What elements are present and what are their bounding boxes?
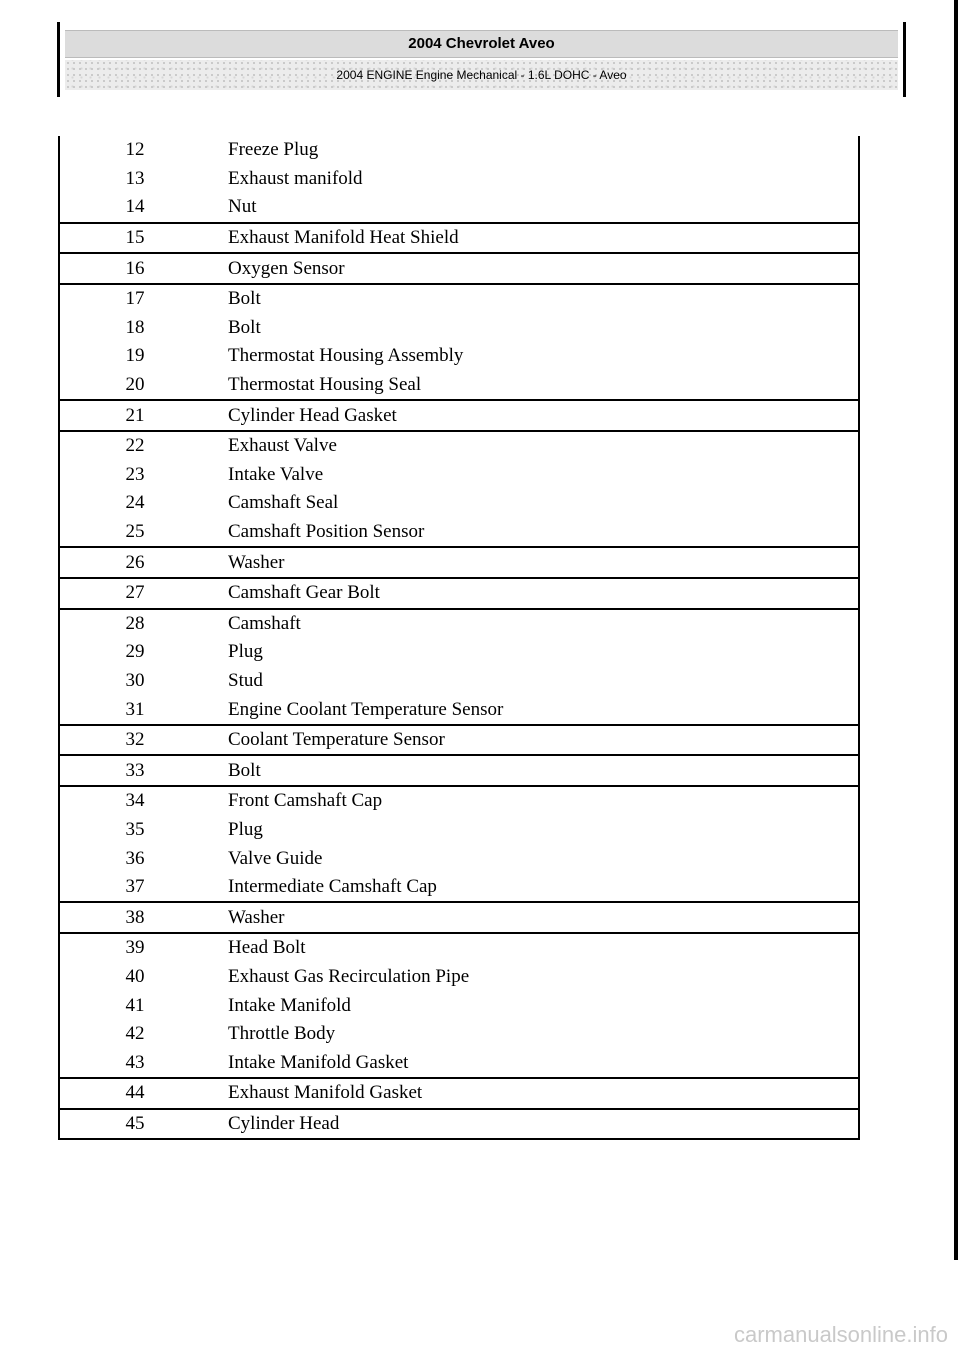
table-row xyxy=(60,844,858,873)
part-name: Washer xyxy=(228,906,285,928)
table-row-group xyxy=(60,399,858,430)
part-name: Exhaust Manifold Gasket xyxy=(228,1082,423,1104)
table-row xyxy=(60,667,858,696)
document-subtitle: 2004 ENGINE Engine Mechanical - 1.6L DOHC - Aveo xyxy=(65,60,898,90)
table-row-group xyxy=(60,724,858,755)
table-row xyxy=(60,518,858,547)
table-row xyxy=(60,342,858,371)
item-number: 20 xyxy=(125,374,145,396)
item-number: 17 xyxy=(125,288,145,310)
item-number: 26 xyxy=(125,551,145,573)
table-row xyxy=(60,963,858,992)
right-margin-rule xyxy=(954,0,958,1260)
table-row xyxy=(60,756,858,785)
item-number: 31 xyxy=(125,698,145,720)
part-name: Oxygen Sensor xyxy=(228,257,345,279)
item-number: 29 xyxy=(125,641,145,663)
table-row-group xyxy=(60,430,858,546)
table-row xyxy=(60,548,858,577)
item-number: 38 xyxy=(125,906,145,928)
item-number: 40 xyxy=(125,965,145,987)
item-number: 32 xyxy=(125,729,145,751)
table-row xyxy=(60,285,858,314)
item-number: 14 xyxy=(125,196,145,218)
item-number: 25 xyxy=(125,521,145,543)
part-name: Engine Coolant Temperature Sensor xyxy=(228,698,504,720)
part-name: Camshaft Seal xyxy=(228,492,339,514)
table-row xyxy=(60,787,858,816)
item-number: 23 xyxy=(125,463,145,485)
table-row xyxy=(60,638,858,667)
table-row xyxy=(60,1079,858,1108)
table-row xyxy=(60,934,858,963)
part-name: Camshaft xyxy=(228,612,301,634)
header-left-rule xyxy=(57,22,60,97)
part-name: Camshaft Gear Bolt xyxy=(228,582,380,604)
part-name: Plug xyxy=(228,818,263,840)
table-row xyxy=(60,401,858,430)
item-number: 21 xyxy=(125,404,145,426)
table-row xyxy=(60,991,858,1020)
table-row xyxy=(60,314,858,343)
table-row xyxy=(60,254,858,283)
item-number: 13 xyxy=(125,167,145,189)
part-name: Freeze Plug xyxy=(228,139,319,161)
part-name: Intake Valve xyxy=(228,463,324,485)
part-name: Head Bolt xyxy=(228,937,306,959)
part-name: Exhaust Gas Recirculation Pipe xyxy=(228,965,470,987)
item-number: 36 xyxy=(125,847,145,869)
table-row xyxy=(60,136,858,165)
table-row-group xyxy=(60,577,858,608)
part-name: Nut xyxy=(228,196,257,218)
document-title: 2004 Chevrolet Aveo xyxy=(65,30,898,58)
part-name: Intermediate Camshaft Cap xyxy=(228,876,437,898)
part-name: Plug xyxy=(228,641,263,663)
table-row xyxy=(60,224,858,253)
part-name: Exhaust Manifold Heat Shield xyxy=(228,227,459,249)
page-header xyxy=(57,22,906,97)
table-row xyxy=(60,1110,858,1139)
table-row-group xyxy=(60,901,858,932)
part-name: Coolant Temperature Sensor xyxy=(228,729,445,751)
part-name: Stud xyxy=(228,669,263,691)
watermark: carmanualsonline.info xyxy=(733,1322,948,1347)
table-row-group xyxy=(60,608,858,724)
table-row-group xyxy=(60,1077,858,1108)
item-number: 30 xyxy=(125,669,145,691)
part-name: Thermostat Housing Assembly xyxy=(228,345,464,367)
item-number: 22 xyxy=(125,435,145,457)
table-row-group xyxy=(60,222,858,253)
item-number: 24 xyxy=(125,492,145,514)
item-number: 12 xyxy=(125,139,145,161)
table-row xyxy=(60,489,858,518)
item-number: 15 xyxy=(125,227,145,249)
part-name: Camshaft Position Sensor xyxy=(228,521,425,543)
item-number: 19 xyxy=(125,345,145,367)
part-name: Washer xyxy=(228,551,285,573)
table-row xyxy=(60,1020,858,1049)
item-number: 45 xyxy=(125,1112,145,1134)
item-number: 16 xyxy=(125,257,145,279)
table-row xyxy=(60,461,858,490)
part-name: Intake Manifold Gasket xyxy=(228,1051,409,1073)
table-row xyxy=(60,816,858,845)
table-row-group xyxy=(60,1108,858,1139)
item-number: 18 xyxy=(125,316,145,338)
table-row xyxy=(60,610,858,639)
part-name: Valve Guide xyxy=(228,847,323,869)
part-name: Intake Manifold xyxy=(228,994,351,1016)
table-row-group xyxy=(60,754,858,785)
table-row xyxy=(60,432,858,461)
table-row-group xyxy=(60,252,858,283)
header-right-rule xyxy=(903,22,906,97)
item-number: 37 xyxy=(125,876,145,898)
table-row xyxy=(60,903,858,932)
parts-legend-table xyxy=(58,136,860,1140)
item-number: 39 xyxy=(125,937,145,959)
part-name: Bolt xyxy=(228,316,261,338)
part-name: Bolt xyxy=(228,759,261,781)
part-name: Thermostat Housing Seal xyxy=(228,374,422,396)
part-name: Throttle Body xyxy=(228,1023,336,1045)
item-number: 41 xyxy=(125,994,145,1016)
item-number: 35 xyxy=(125,818,145,840)
table-row xyxy=(60,165,858,194)
part-name: Exhaust manifold xyxy=(228,167,363,189)
part-name: Front Camshaft Cap xyxy=(228,790,383,812)
table-row-group xyxy=(60,136,858,222)
table-row xyxy=(60,193,858,222)
table-row xyxy=(60,726,858,755)
part-name: Cylinder Head xyxy=(228,1112,340,1134)
table-row-group xyxy=(60,283,858,399)
item-number: 33 xyxy=(125,759,145,781)
table-row xyxy=(60,873,858,902)
table-row xyxy=(60,695,858,724)
item-number: 28 xyxy=(125,612,145,634)
table-row-group xyxy=(60,785,858,901)
table-row xyxy=(60,371,858,400)
part-name: Exhaust Valve xyxy=(228,435,337,457)
item-number: 27 xyxy=(125,582,145,604)
item-number: 34 xyxy=(125,790,145,812)
part-name: Cylinder Head Gasket xyxy=(228,404,397,426)
table-row xyxy=(60,1048,858,1077)
part-name: Bolt xyxy=(228,288,261,310)
item-number: 42 xyxy=(125,1023,145,1045)
table-row xyxy=(60,579,858,608)
table-row-group xyxy=(60,546,858,577)
item-number: 43 xyxy=(125,1051,145,1073)
item-number: 44 xyxy=(125,1082,145,1104)
table-row-group xyxy=(60,932,858,1077)
